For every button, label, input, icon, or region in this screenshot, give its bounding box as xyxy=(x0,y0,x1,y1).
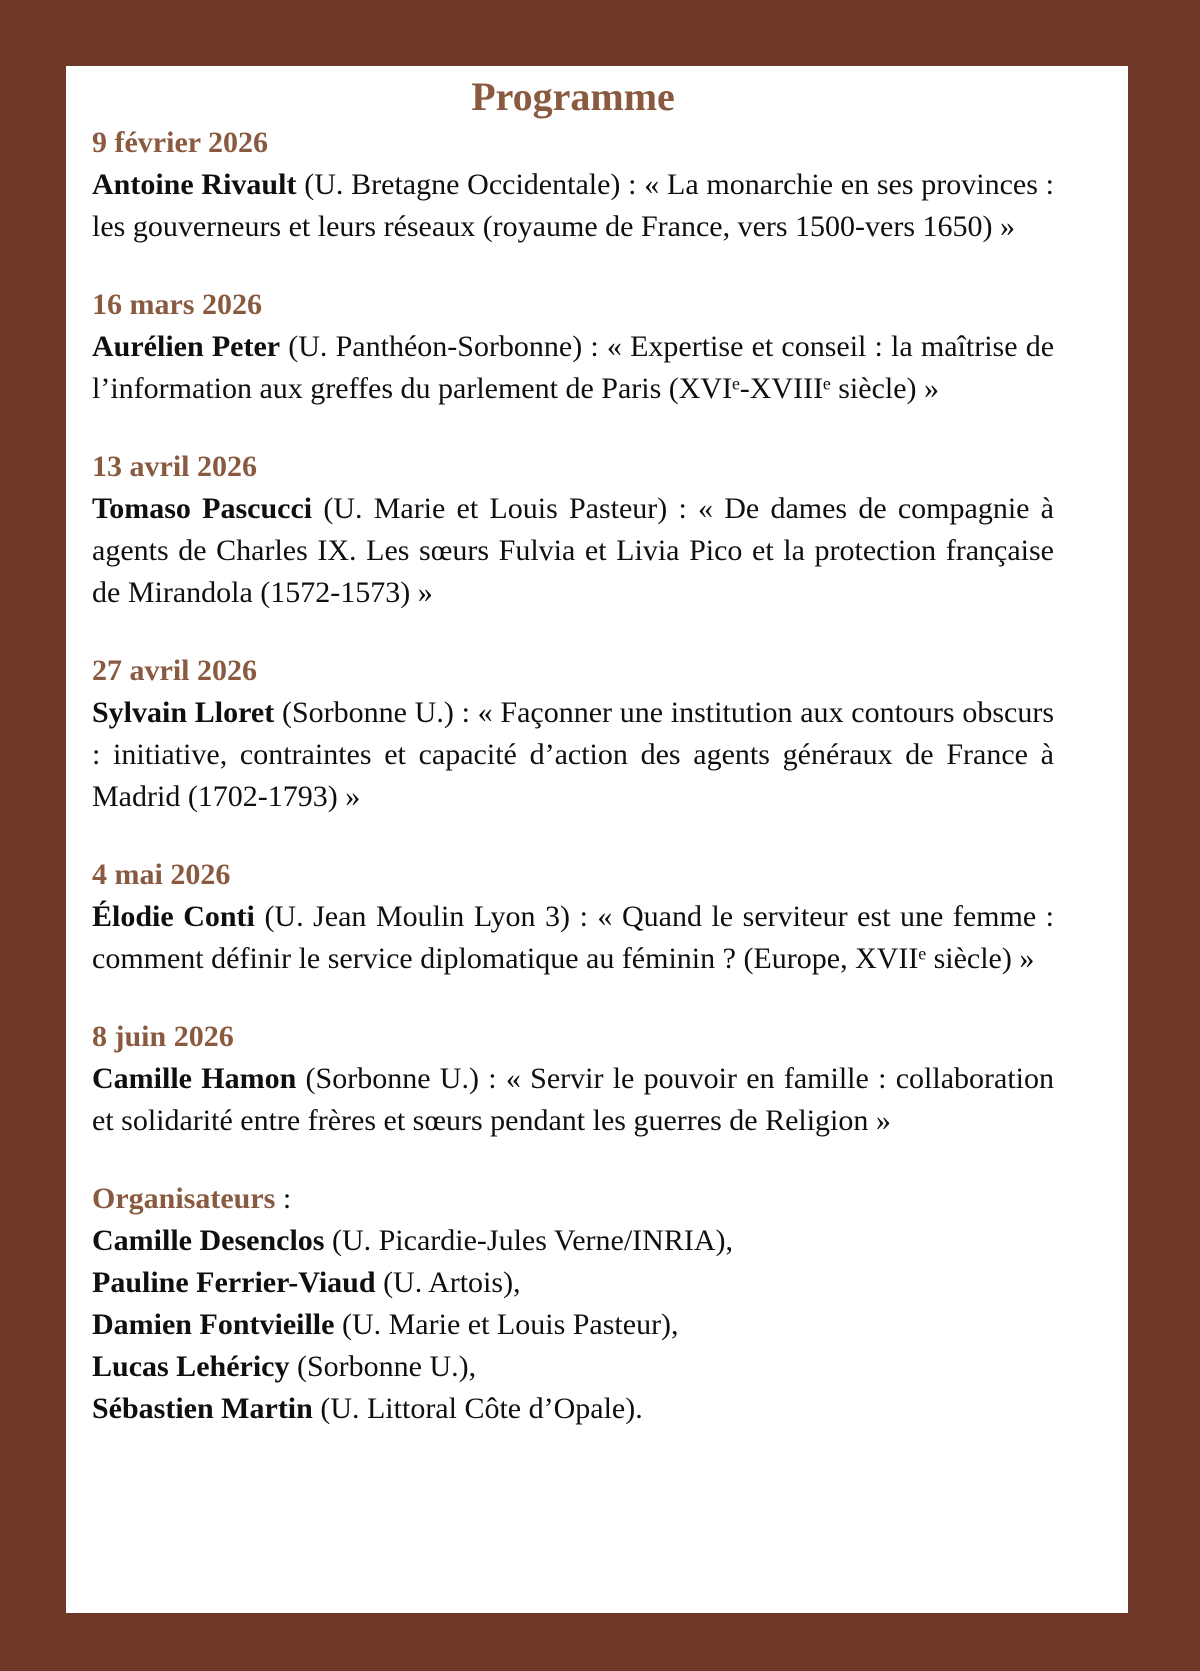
event-date: 9 février 2026 xyxy=(92,126,269,159)
speaker-name: Tomaso Pascucci xyxy=(92,492,313,525)
event-details: (U. Marie et Louis Pasteur) : « De dames de compagnie à agents de Charles IX. Les sœurs Fulvia et Livia Pico et la protection française de Mirandola (1572-1573) » xyxy=(92,492,1055,609)
event-entry xyxy=(92,1058,1054,1142)
event-details: (U. Panthéon-Sorbonne) : « Expertise et conseil : la maîtrise de l’information aux greffes du parlement de Paris (XVIᵉ-XVIIIᵉ siècle) » xyxy=(92,330,1055,405)
organizer-item xyxy=(92,1220,1054,1262)
event-entry xyxy=(92,896,1054,980)
event-date: 13 avril 2026 xyxy=(92,450,257,483)
speaker-name: Antoine Rivault xyxy=(92,168,297,201)
event-details: (Sorbonne U.) : « Servir le pouvoir en famille : collaboration et solidarité entre frères et sœurs pendant les guerres de Religion » xyxy=(92,1062,1054,1137)
event-entry xyxy=(92,164,1054,248)
event-section xyxy=(92,446,1054,614)
organizers-heading-colon: : xyxy=(282,1182,292,1215)
event-section xyxy=(92,1016,1054,1142)
organizer-affiliation: (U. Marie et Louis Pasteur), xyxy=(341,1308,679,1341)
event-entry xyxy=(92,692,1054,818)
speaker-name: Sylvain Lloret xyxy=(92,696,275,729)
organizer-item xyxy=(92,1304,1054,1346)
organizer-name: Camille Desenclos xyxy=(92,1224,325,1257)
organizer-name: Damien Fontvieille xyxy=(92,1308,335,1341)
organizer-affiliation: (U. Littoral Côte d’Opale). xyxy=(320,1392,643,1425)
event-section xyxy=(92,284,1054,410)
event-section xyxy=(92,854,1054,980)
event-entry xyxy=(92,326,1054,410)
page-title: Programme xyxy=(471,74,675,119)
event-details: (Sorbonne U.) : « Façonner une institution aux contours obscurs : initiative, contraintes et capacité d’action des agents généraux de France à Madrid (1702-1793) » xyxy=(92,696,1054,813)
organizer-affiliation: (U. Artois), xyxy=(383,1266,521,1299)
speaker-name: Camille Hamon xyxy=(92,1062,297,1095)
speaker-name: Aurélien Peter xyxy=(92,330,281,363)
organizer-name: Pauline Ferrier-Viaud xyxy=(92,1266,376,1299)
event-date: 8 juin 2026 xyxy=(92,1020,234,1053)
event-date: 4 mai 2026 xyxy=(92,858,231,891)
event-date: 16 mars 2026 xyxy=(92,288,262,321)
organizers-heading-label: Organisateurs xyxy=(92,1182,276,1215)
organizers-heading xyxy=(92,1178,1054,1220)
organizer-name: Lucas Lehéricy xyxy=(92,1350,290,1383)
organizers-section xyxy=(92,1178,1054,1430)
organizer-item xyxy=(92,1388,1054,1430)
organizer-item xyxy=(92,1346,1054,1388)
organizer-item xyxy=(92,1262,1054,1304)
program-sheet xyxy=(66,66,1128,1613)
event-section xyxy=(92,650,1054,818)
organizer-name: Sébastien Martin xyxy=(92,1392,313,1425)
speaker-name: Élodie Conti xyxy=(92,900,255,933)
organizer-affiliation: (Sorbonne U.), xyxy=(296,1350,477,1383)
event-details: (U. Bretagne Occidentale) : « La monarchie en ses provinces : les gouverneurs et leurs réseaux (royaume de France, vers 1500-vers 1650) » xyxy=(92,168,1055,243)
event-details: (U. Jean Moulin Lyon 3) : « Quand le serviteur est une femme : comment définir le service diplomatique au féminin ? (Europe, XVIIᵉ siècle) » xyxy=(92,900,1055,975)
event-section xyxy=(92,122,1054,248)
event-date: 27 avril 2026 xyxy=(92,654,257,687)
organizer-affiliation: (U. Picardie-Jules Verne/INRIA), xyxy=(331,1224,733,1257)
event-entry xyxy=(92,488,1054,614)
